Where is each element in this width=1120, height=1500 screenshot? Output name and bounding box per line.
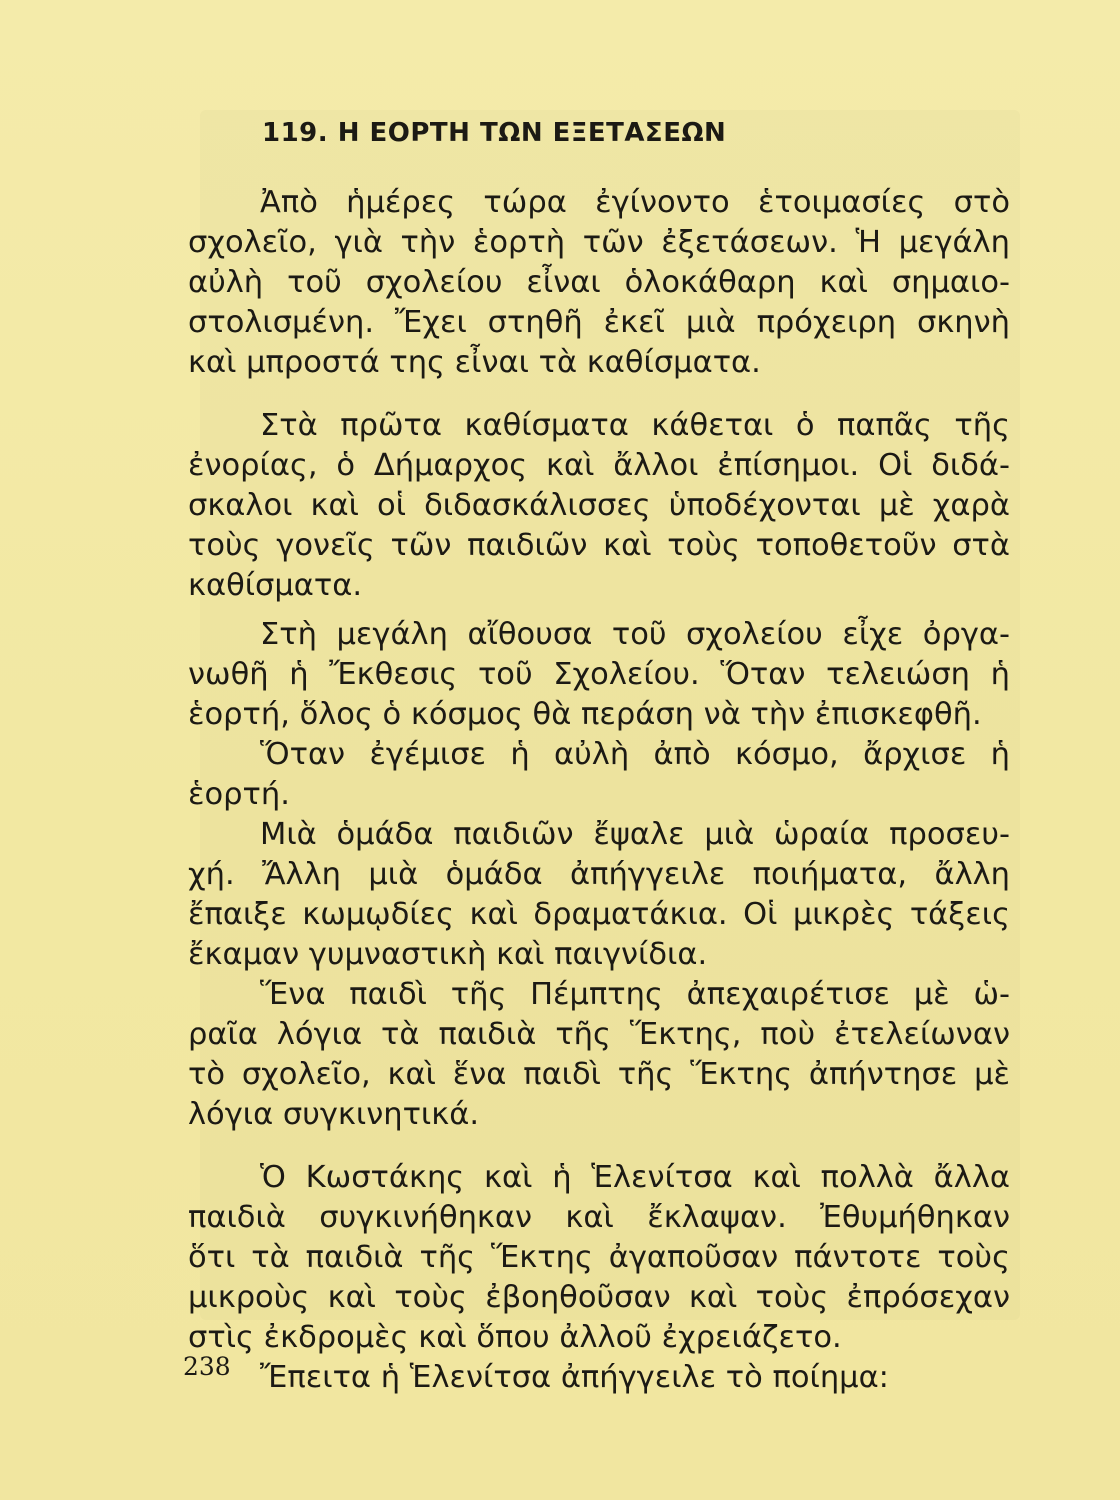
paragraph-line: Στὰ πρῶτα καθίσματα κάθεται ὁ παπᾶς τῆς [260,408,1010,443]
paragraph-line: ὅτι τὰ παιδιὰ τῆς Ἕκτης ἀγαποῦσαν πάντοτε τοὺς [188,1240,1010,1275]
paragraph-line: καὶ μπροστά της εἶναι τὰ καθίσματα. [188,345,761,380]
paragraph-line: ραῖα λόγια τὰ παιδιὰ τῆς Ἕκτης, ποὺ ἐτελείωναν [188,1017,1010,1052]
paragraph-line: Ἕνα παιδὶ τῆς Πέμπτης ἀπεχαιρέτισε μὲ ὡ- [260,977,1010,1012]
paragraph-line: σχολεῖο, γιὰ τὴν ἑορτὴ τῶν ἐξετάσεων. Ἡ μεγάλη [188,225,1010,260]
paragraph-line: ἑορτή. [188,777,290,812]
paragraph-line: ἔκαμαν γυμναστικὴ καὶ παιγνίδια. [188,937,708,972]
paragraph-line: Μιὰ ὁμάδα παιδιῶν ἔψαλε μιὰ ὡραία προσευ- [260,817,1010,852]
paragraph-line: Ἔπειτα ἡ Ἑλενίτσα ἀπήγγειλε τὸ ποίημα: [260,1360,889,1395]
paragraph-line: ἐνορίας, ὁ Δήμαρχος καὶ ἄλλοι ἐπίσημοι. Οἱ διδά- [188,448,1010,483]
paragraph-line: μικροὺς καὶ τοὺς ἐβοηθοῦσαν καὶ τοὺς ἐπρόσεχαν [188,1280,1010,1315]
paragraph-line: λόγια συγκινητικά. [188,1097,480,1132]
paragraph-line: καθίσματα. [188,568,363,603]
paragraph-line: ἑορτή, ὅλος ὁ κόσμος θὰ περάση νὰ τὴν ἐπισκεφθῆ. [188,697,982,732]
page-number: 238 [183,1352,231,1381]
paragraph-line: σκαλοι καὶ οἱ διδασκάλισσες ὑποδέχονται μὲ χαρὰ [188,488,1010,523]
paragraph-line: παιδιὰ συγκινήθηκαν καὶ ἔκλαψαν. Ἐθυμήθηκαν [188,1200,1010,1235]
chapter-body [188,183,1010,1398]
paragraph-line: Ἀπὸ ἡμέρες τώρα ἐγίνοντο ἑτοιμασίες στὸ [260,185,1010,220]
paragraph-line: νωθῆ ἡ Ἔκθεσις τοῦ Σχολείου. Ὅταν τελειώση ἡ [188,657,1010,692]
paragraph-line: τοὺς γονεῖς τῶν παιδιῶν καὶ τοὺς τοποθετοῦν στὰ [188,528,1010,563]
paragraph-line: Στὴ μεγάλη αἴθουσα τοῦ σχολείου εἶχε ὀργα- [260,617,1010,652]
paragraph-line: τὸ σχολεῖο, καὶ ἕνα παιδὶ τῆς Ἕκτης ἀπήντησε μὲ [188,1057,1010,1092]
paragraph-line: στολισμένη. Ἔχει στηθῆ ἐκεῖ μιὰ πρόχειρη σκηνὴ [188,305,1010,340]
paragraph-line: Ὁ Κωστάκης καὶ ἡ Ἑλενίτσα καὶ πολλὰ ἄλλα [260,1160,1010,1195]
paragraph-line: στὶς ἐκδρομὲς καὶ ὅπου ἀλλοῦ ἐχρειάζετο. [188,1320,842,1355]
paragraph-line: αὐλὴ τοῦ σχολείου εἶναι ὁλοκάθαρη καὶ σημαιο- [188,265,1010,300]
paragraph-line: Ὅταν ἐγέμισε ἡ αὐλὴ ἀπὸ κόσμο, ἄρχισε ἡ [260,737,1010,772]
paragraph-line: ἔπαιξε κωμῳδίες καὶ δραματάκια. Οἱ μικρὲς τάξεις [188,897,1010,932]
chapter-title: 119. Η ΕΟΡΤΗ ΤΩΝ ΕΞΕΤΑΣΕΩΝ [262,118,727,148]
paragraph-line: χή. Ἄλλη μιὰ ὁμάδα ἀπήγγειλε ποιήματα, ἄλλη [188,857,1010,892]
